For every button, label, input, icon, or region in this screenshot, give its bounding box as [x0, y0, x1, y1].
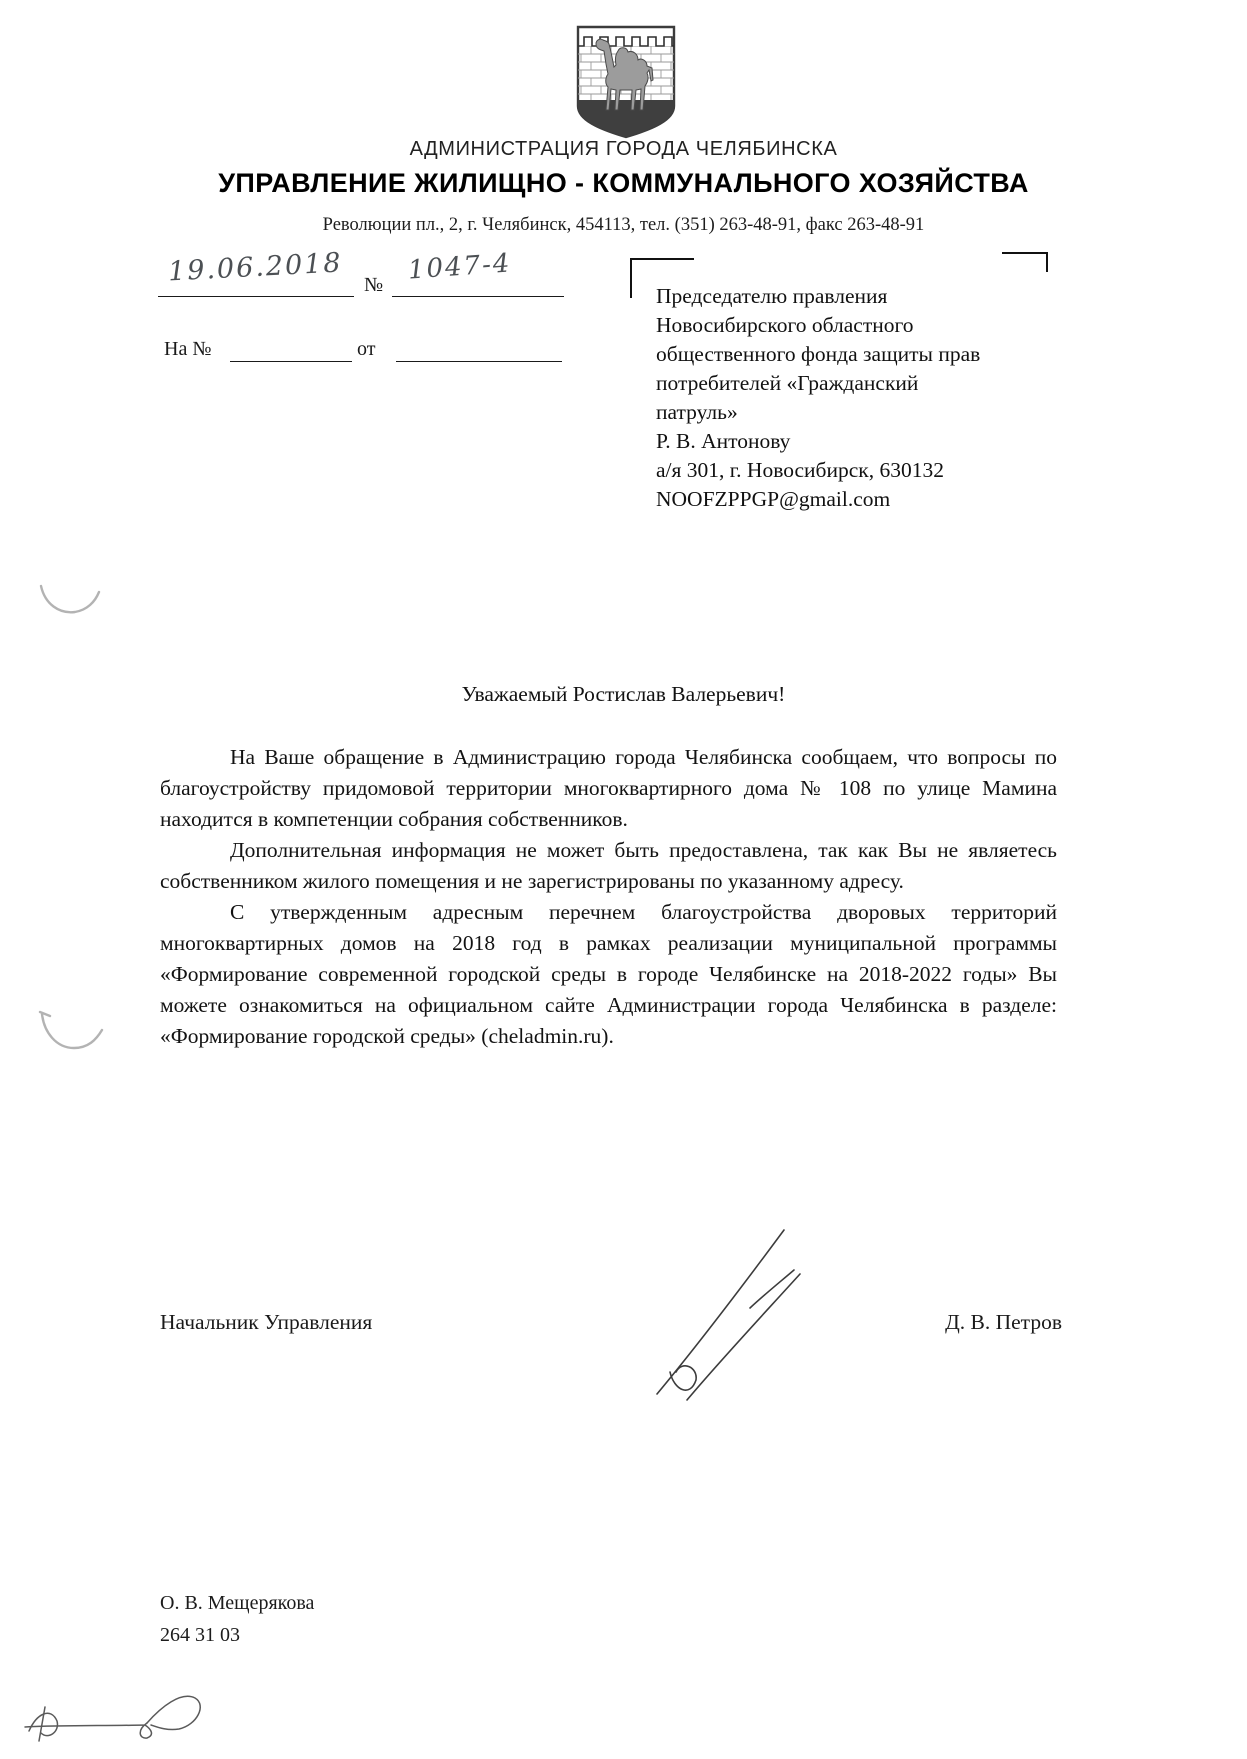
- recipient-line: патруль»: [656, 400, 738, 424]
- body-paragraph: С утвержденным адресным перечнем благоустройства дворовых территорий многоквартирных домов на 2018 год в рамках реализации муниципальной программы «Формирование современной городской среды в городе Челябинске на 2018-2022 годы» Вы можете ознакомиться на официальном сайте Администрации города Челябинска в разделе: «Формирование городской среды» (cheladmin.ru).: [160, 900, 1057, 1048]
- body-paragraph: На Ваше обращение в Администрацию города Челябинска сообщаем, что вопросы по благоустройству придомовой территории многоквартирного дома № 108 по улице Мамина находится в компетенции собрания собственников.: [160, 745, 1057, 831]
- org-address-line: Революции пл., 2, г. Челябинск, 454113, тел. (351) 263-48-91, факс 263-48-91: [322, 215, 925, 235]
- org-parent-name: АДМИНИСТРАЦИЯ ГОРОДА ЧЕЛЯБИНСКА: [409, 138, 838, 160]
- recipient-email: NOOFZPPGP@gmail.com: [656, 487, 891, 511]
- address-corner-mark-right: [1002, 252, 1048, 272]
- outgoing-number-handwritten: 1047-4: [407, 248, 513, 286]
- coat-of-arms: [570, 22, 682, 142]
- pencil-check-mark-icon: [38, 1008, 108, 1058]
- outgoing-date-line: [158, 296, 354, 297]
- org-title: УПРАВЛЕНИЕ ЖИЛИЩНО - КОММУНАЛЬНОГО ХОЗЯЙСТВА: [218, 168, 1029, 198]
- executor-phone: 264 31 03: [160, 1624, 240, 1646]
- recipient-block: [656, 282, 1086, 514]
- reply-from-label: от: [357, 338, 376, 360]
- recipient-line: а/я 301, г. Новосибирск, 630132: [656, 458, 944, 482]
- pencil-check-mark-icon: [35, 578, 105, 623]
- emblem-ground: [578, 100, 674, 137]
- reply-ref-label: На №: [164, 338, 212, 360]
- outgoing-number-line: [392, 296, 564, 297]
- reply-date-line: [396, 361, 562, 362]
- recipient-line: Председателю правления: [656, 284, 888, 308]
- coat-of-arms-shield: [570, 22, 682, 142]
- body-paragraph: Дополнительная информация не может быть предоставлена, так как Вы не являетесь собственником жилого помещения и не зарегистрированы по указанному адресу.: [160, 838, 1057, 893]
- recipient-line: потребителей «Гражданский: [656, 371, 919, 395]
- reply-number-line: [230, 361, 352, 362]
- signer-position-title: Начальник Управления: [160, 1310, 373, 1334]
- registrar-signature-icon: [15, 1683, 255, 1755]
- signature-icon: [632, 1212, 842, 1407]
- executor-name: О. В. Мещерякова: [160, 1592, 315, 1614]
- outgoing-date-handwritten: 19.06.2018: [167, 247, 344, 288]
- recipient-line: Новосибирского областного: [656, 313, 914, 337]
- number-sign-label: №: [364, 274, 384, 296]
- recipient-line: общественного фонда защиты прав: [656, 342, 981, 366]
- salutation: Уважаемый Ростислав Валерьевич!: [461, 682, 786, 706]
- signer-name: Д. В. Петров: [945, 1310, 1062, 1334]
- letter-body: [160, 742, 1057, 1052]
- recipient-line: Р. В. Антонову: [656, 429, 791, 453]
